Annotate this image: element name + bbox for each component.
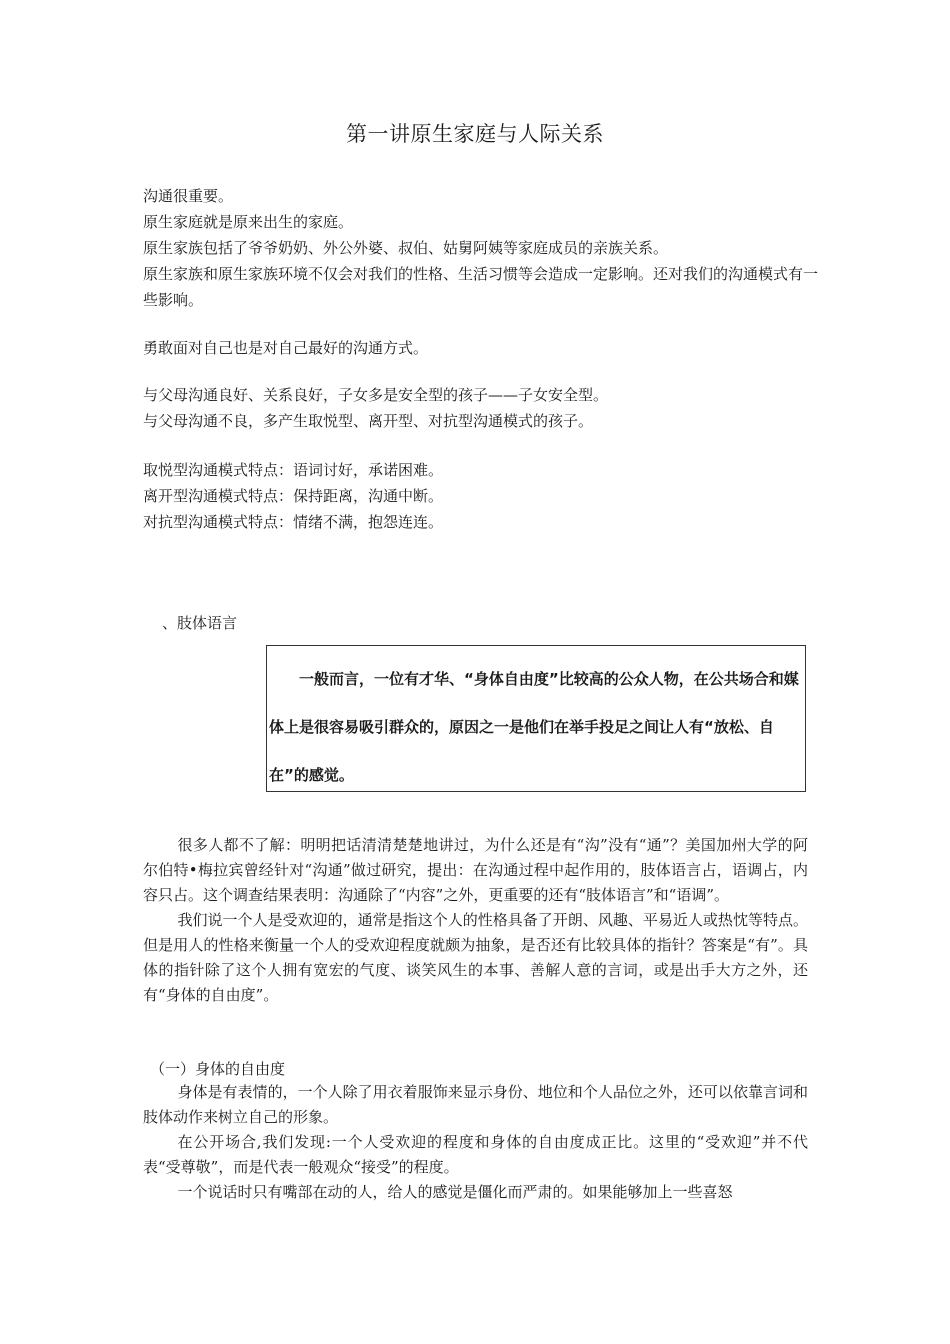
pattern-line: 对抗型沟通模式特点：情绪不满，抱怨连连。	[143, 513, 444, 531]
sub-heading-body-freedom: （一）身体的自由度	[150, 1060, 286, 1078]
body-section-1	[143, 833, 808, 1008]
courage-line-block	[143, 335, 823, 361]
intro-line: 原生家庭就是原来出生的家庭。	[143, 213, 354, 231]
quote-box	[266, 645, 806, 792]
body-paragraph: 我们说一个人是受欢迎的，通常是指这个人的性格具备了开朗、风趣、平易近人或热忱等特点。但是用人的性格来衡量一个人的受欢迎程度就颇为抽象，是否还有比较具体的指针？答案是“有”。具体的指针除了这个人拥有宽宏的气度、谈笑风生的本事、善解人意的言词，或是出手大方之外，还有“身体的自由度”。	[143, 911, 808, 1004]
intro-section	[143, 183, 823, 313]
body-paragraph: 在公开场合,我们发现:一个人受欢迎的程度和身体的自由度成正比。这里的“受欢迎”并不代表“受尊敬”，而是代表一般观众“接受”的程度。	[143, 1133, 808, 1176]
intro-line: 原生家族和原生家族环境不仅会对我们的性格、生活习惯等会造成一定影响。还对我们的沟通模式有一些影响。	[143, 265, 819, 309]
body-paragraph: 很多人都不了解：明明把话清清楚楚地讲过，为什么还是有“沟”没有“通”？美国加州大学的阿尔伯特•梅拉宾曾经针对“沟通”做过研究，提出：在沟通过程中起作用的，肢体语言占，语调占，内容只占。这个调查结果表明：沟通除了“内容”之外，更重要的还有“肢体语言”和“语调”。	[143, 836, 808, 904]
page-title: 第一讲原生家庭与人际关系	[346, 122, 604, 146]
section-heading-body-language: 、肢体语言	[162, 614, 238, 632]
parents-section	[143, 382, 823, 434]
quote-text: 一般而言，一位有才华、“身体自由度”比较高的公众人物，在公共场合和媒体上是很容易吸引群众的，原因之一是他们在举手投足之间让人有“放松、自在”的感觉。	[269, 670, 799, 784]
pattern-line: 取悦型沟通模式特点：语词讨好，承诺困难。	[143, 461, 444, 479]
intro-line: 原生家族包括了爷爷奶奶、外公外婆、叔伯、姑舅阿姨等家庭成员的亲族关系。	[143, 239, 669, 257]
parents-line: 与父母沟通良好、关系良好，子女多是安全型的孩子——子女安全型。	[143, 386, 609, 404]
patterns-section	[143, 457, 823, 535]
pattern-line: 离开型沟通模式特点：保持距离，沟通中断。	[143, 487, 444, 505]
courage-line: 勇敢面对自己也是对自己最好的沟通方式。	[143, 339, 429, 357]
parents-line: 与父母沟通不良，多产生取悦型、离开型、对抗型沟通模式的孩子。	[143, 412, 594, 430]
body-section-2	[143, 1080, 808, 1205]
body-paragraph: 身体是有表情的，一个人除了用衣着服饰来显示身份、地位和个人品位之外，还可以依靠言词和肢体动作来树立自己的形象。	[143, 1083, 808, 1126]
body-paragraph: 一个说话时只有嘴部在动的人，给人的感觉是僵化而严肃的。如果能够加上一些喜怒	[177, 1183, 733, 1201]
intro-line: 沟通很重要。	[143, 187, 234, 205]
